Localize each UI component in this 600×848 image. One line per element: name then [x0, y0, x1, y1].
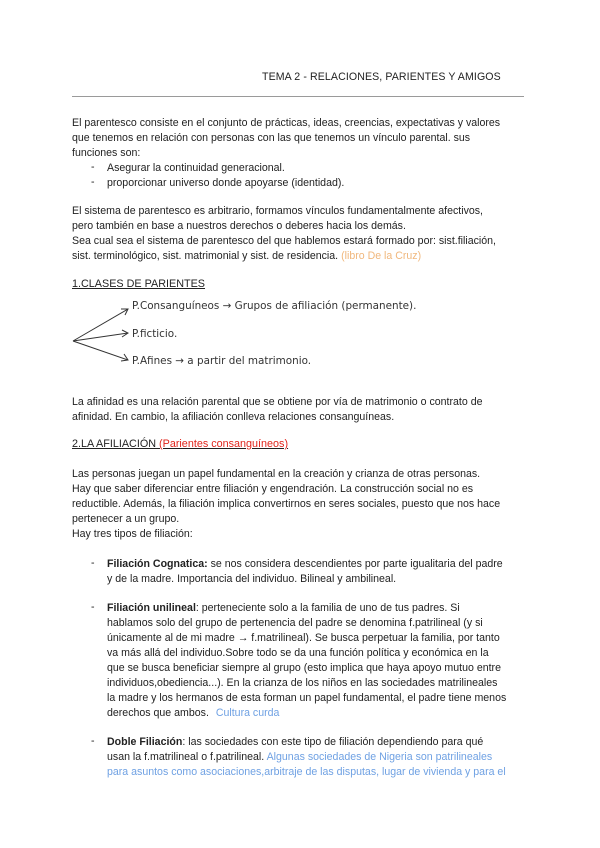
afiliacion-line-3: reductible. Además, la filiación implica convertirnos en seres sociales, puesto que nos hace [72, 498, 501, 510]
system-line-3: Sea cual sea el sistema de parentesco del que hablemos estará formado por: sist.filiación, [72, 235, 496, 247]
type-unilineal-line-8 [107, 706, 279, 721]
type-cognatica-text-1: se nos considera descendientes por parte igualitaria del padre [207, 558, 503, 570]
afinidad-line-2: afinidad. En cambio, la afiliación conlleva relaciones consanguíneas. [72, 411, 395, 423]
arrow-line-up [73, 309, 128, 341]
section-heading-afiliacion-text: 2.LA AFILIACIÓN [72, 438, 157, 450]
section-heading-afiliacion [72, 438, 288, 450]
type-cognatica-line-1 [107, 557, 503, 572]
types-intro: Hay tres tipos de filiación: [72, 528, 193, 540]
unilineal-note: Cultura curda [215, 707, 280, 719]
system-line-2: pero también en base a nuestros derechos o deberes hacia los demás. [72, 220, 406, 232]
type-unilineal-text-1: : perteneciente solo a la familia de uno de tus padres. Si [195, 602, 460, 614]
type-unilineal-line-1 [107, 601, 460, 616]
type-doble-line-1 [107, 735, 483, 750]
system-line-4-text: sist. terminológico, sist. matrimonial y sist. de residencia. [72, 250, 339, 262]
function-item-2: proporcionar universo donde apoyarse (identidad). [107, 177, 345, 189]
section-heading-note: (Parientes consanguíneos) [159, 438, 289, 450]
intro-line-1: El parentesco consiste en el conjunto de prácticas, ideas, creencias, expectativas y valores [72, 117, 501, 129]
diagram-consanguineos: P.Consanguíneos → Grupos de afiliación (permanente). [132, 300, 417, 312]
bullet-dash: - [91, 601, 95, 613]
bullet-dash: - [91, 735, 95, 747]
system-line-4 [72, 249, 421, 264]
type-unilineal-line-7: la madre y los hermanos de esta forman un papel fundamental, el padre tiene menos [107, 692, 507, 704]
type-unilineal-term: Filiación unilineal [107, 602, 196, 614]
afinidad-line-1: La afinidad es una relación parental que se obtiene por vía de matrimonio o contrato de [72, 396, 483, 408]
function-item-1: Asegurar la continuidad generacional. [107, 162, 285, 174]
diagram-afines: P.Afines → a partir del matrimonio. [132, 355, 312, 367]
type-unilineal-line-4: va más allá del individuo.Sobre todo se da una función política y económica en la [107, 647, 489, 659]
type-unilineal-line-2: hablamos solo del grupo de pertenencia del padre se denomina f.patrilineal (y si [107, 617, 483, 629]
type-unilineal-line-3: únicamente al de mi madre → f.matrilineal). Se busca perpetuar la familia, por tanto [107, 632, 500, 644]
type-doble-term: Doble Filiación [107, 736, 183, 748]
bullet-dash: - [91, 557, 95, 569]
branch-arrows [68, 300, 132, 370]
type-unilineal-text-8: derechos que ambos. [107, 707, 209, 719]
type-doble-text-1: : las sociedades con este tipo de filiación dependiendo para qué [182, 736, 484, 748]
doble-note-1: Algunas sociedades de Nigeria son patrilineales [266, 751, 493, 763]
afiliacion-line-2: Hay que saber diferenciar entre filiación y engendración. La construcción social no es [72, 483, 474, 495]
type-cognatica-term: Filiación Cognatica: [107, 558, 208, 570]
type-doble-line-2 [107, 750, 492, 765]
type-cognatica-line-2: y de la madre. Importancia del individuo. Bilineal y ambilineal. [107, 573, 397, 585]
diagram-ficticio: P.ficticio. [132, 328, 178, 340]
bullet-dash: - [91, 176, 95, 188]
doble-note-2: para asuntos como asociaciones,arbitraje de las disputas, lugar de vivienda y para el [107, 766, 506, 778]
section-heading-clases: 1.CLASES DE PARIENTES [72, 278, 206, 290]
source-note: (libro De la Cruz) [341, 250, 422, 262]
intro-line-3: funciones son: [72, 147, 141, 159]
type-unilineal-line-5: que se busca beneficiar siempre al grupo (esto implica que haya apoyo mutuo entre [107, 662, 501, 674]
system-line-1: El sistema de parentesco es arbitrario, formamos vínculos fundamentalmente afectivos, [72, 205, 483, 217]
arrow-line-mid [73, 333, 128, 341]
page-title: TEMA 2 - RELACIONES, PARIENTES Y AMIGOS [262, 71, 501, 83]
arrow-line-down [73, 341, 128, 360]
type-doble-text-2: usan la f.matrilineal o f.patrilineal. [107, 751, 265, 763]
afiliacion-line-4: pertenecer a un grupo. [72, 513, 180, 525]
intro-line-2: que tenemos en relación con personas con las que tenemos un vínculo parental. sus [72, 132, 471, 144]
header-divider [72, 96, 524, 97]
afiliacion-line-1: Las personas juegan un papel fundamental en la creación y crianza de otras personas. [72, 468, 481, 480]
type-unilineal-line-6: individuos,obediencia...). En la crianza de los niños en las sociedades matrilineales [107, 677, 498, 689]
bullet-dash: - [91, 161, 95, 173]
